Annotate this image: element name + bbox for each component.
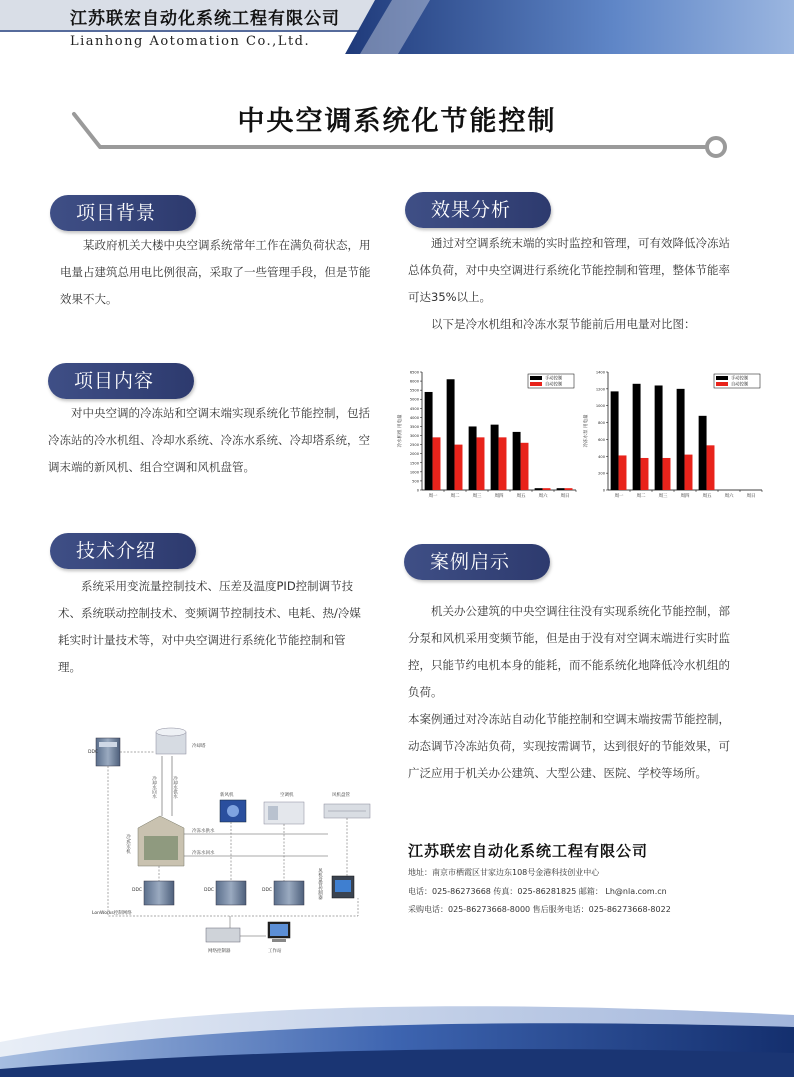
- hvac-system-diagram: [88, 716, 388, 961]
- ddc-label-1: DDC: [132, 888, 143, 893]
- fcu-icon: [324, 791, 370, 818]
- bar-manual: [699, 416, 707, 490]
- x-tick-label: 周一: [428, 494, 438, 499]
- y-tick-label: 5500: [409, 388, 419, 393]
- x-tick-label: 周日: [746, 494, 756, 499]
- bar-auto: [433, 437, 441, 490]
- content-paragraph: 对中央空调的冷冻站和空调末端实现系统化节能控制，包括冷冻站的冷水机组、冷却水系统、冷冻水系统、冷却塔系统，空调末端的新风机、组合空调和风机盘管。: [48, 406, 370, 474]
- chilled-return-label: 冷冻水回水: [192, 851, 215, 856]
- bar-manual: [469, 426, 477, 490]
- tech-text: [58, 573, 366, 681]
- x-tick-label: 周四: [680, 494, 690, 499]
- fcu-controller-label: 风机盘管控制器: [317, 868, 323, 900]
- bar-manual: [425, 392, 433, 490]
- bar-manual: [535, 488, 543, 490]
- legend-label: 手动控制: [545, 376, 563, 382]
- ddc-label-main: DDC: [88, 750, 99, 755]
- legend-swatch: [530, 382, 542, 386]
- bar-auto: [663, 458, 671, 490]
- case-text: [408, 598, 732, 787]
- bar-auto: [707, 445, 715, 490]
- cooling-supply-label: 冷却水供水: [172, 776, 178, 799]
- y-axis-label: 冷冻水泵 用电量: [584, 414, 589, 448]
- bar-auto: [455, 445, 463, 490]
- bar-auto: [521, 443, 529, 490]
- gateway-label: 网络控制器: [208, 949, 231, 954]
- background-paragraph: 某政府机关大楼中央空调系统常年工作在满负荷状态，用电量占建筑总用电比例很高，采取了一些管理手段，但是节能效果不大。: [60, 238, 371, 306]
- content-text: [48, 400, 370, 481]
- contact-address: 地址：南京市栖霞区甘家边东108号金港科技创业中心: [408, 868, 600, 877]
- bar-auto: [543, 488, 551, 490]
- bar-auto: [619, 455, 627, 490]
- contact-company: 江苏联宏自动化系统工程有限公司: [408, 842, 649, 860]
- fresh-air-unit-icon: [220, 791, 246, 822]
- y-tick-label: 4000: [409, 415, 419, 420]
- y-tick-label: 500: [412, 479, 419, 484]
- y-tick-label: 600: [598, 437, 605, 442]
- fcu-label: 风机盘管: [332, 793, 350, 798]
- ddc-cabinet-main: [88, 738, 120, 766]
- bar-auto: [685, 455, 693, 490]
- y-tick-label: 0: [602, 488, 605, 493]
- ahu-label: 空调机: [280, 793, 294, 798]
- ahu-icon: [264, 791, 304, 824]
- header-company-en: Lianhong Aotomation Co.,Ltd.: [70, 34, 311, 49]
- effect-paragraph-2: 以下是冷水机组和冷冻水泵节能前后用电量对比图：: [431, 317, 696, 331]
- header-company-cn: 江苏联宏自动化系统工程有限公司: [70, 9, 340, 29]
- bar-manual: [491, 425, 499, 490]
- y-tick-label: 200: [598, 471, 605, 476]
- case-paragraph-2: 本案例通过对冷冻站自动化节能控制和空调末端按需节能控制，动态调节冷冻站负荷，实现按需调节，达到很好的节能效果，可广泛应用于机关办公建筑、大型公建、医院、学校等场所。: [408, 712, 730, 780]
- y-tick-label: 2500: [409, 443, 419, 448]
- chilled-supply-label: 冷冻水供水: [192, 829, 215, 834]
- ddc-cabinet-3: [262, 881, 304, 905]
- y-tick-label: 1000: [409, 470, 419, 475]
- chiller-plant-icon: [126, 816, 185, 866]
- workstation-icon: [268, 922, 290, 954]
- gateway-icon: [206, 928, 240, 954]
- legend-label: 自动控制: [731, 382, 749, 388]
- y-tick-label: 400: [598, 454, 605, 459]
- x-tick-label: 周五: [516, 494, 526, 499]
- chart-pump-energy: [578, 362, 774, 510]
- tech-paragraph: 系统采用变流量控制技术、压差及温度PID控制调节技术、系统联动控制技术、变频调节控制技术、电耗、热/冷媒耗实时计量技术等，对中央空调进行系统化节能控制和管理。: [58, 579, 361, 674]
- bar-manual: [513, 432, 521, 490]
- y-tick-label: 1000: [595, 404, 605, 409]
- case-paragraph-1: 机关办公建筑的中央空调往往没有实现系统化节能控制，部分泵和风机采用变频节能，但是由于没有对空调末端进行实时监控，只能节约电机本身的能耗，而不能系统化地降低冷水机组的负荷。: [408, 604, 730, 699]
- legend-swatch: [716, 376, 728, 380]
- chart-chiller-energy: [392, 362, 588, 510]
- x-tick-label: 周二: [450, 494, 460, 499]
- effect-paragraph-1: 通过对空调系统末端的实时监控和管理，可有效降低冷冻站总体负荷，对中央空调进行系统化节能控制和管理，整体节能率可达35%以上。: [408, 236, 730, 304]
- x-tick-label: 周日: [560, 494, 570, 499]
- ddc-cabinet-1: [132, 881, 174, 905]
- bar-manual: [611, 391, 619, 490]
- workstation-label: 工作站: [268, 949, 282, 954]
- x-tick-label: 周三: [658, 494, 668, 499]
- section-heading-effect: 效果分析: [405, 192, 551, 228]
- y-tick-label: 1500: [409, 461, 419, 466]
- legend-swatch: [530, 376, 542, 380]
- ddc-cabinet-2: [204, 881, 246, 905]
- chiller-label: 冷/热水机: [125, 834, 131, 854]
- legend-label: 自动控制: [545, 382, 563, 388]
- ddc-label-3: DDC: [262, 888, 273, 893]
- fcu-controller-icon: [318, 867, 355, 901]
- x-tick-label: 周一: [614, 494, 624, 499]
- section-heading-content: 项目内容: [48, 363, 194, 399]
- effect-text: [408, 230, 730, 338]
- contact-service: 采购电话：025-86273668-8000 售后服务电话：025-86273668-8022: [408, 905, 671, 914]
- y-axis-label: 冷水机组 用电量: [398, 414, 403, 448]
- cooling-return-label: 冷却水回水: [151, 776, 157, 799]
- ddc-label-2: DDC: [204, 888, 215, 893]
- section-heading-background: 项目背景: [50, 195, 196, 231]
- page-title: 中央空调系统化节能控制: [237, 106, 557, 137]
- x-tick-label: 周四: [494, 494, 504, 499]
- y-tick-label: 0: [416, 488, 419, 493]
- network-label: LonWorks控制网络: [92, 911, 132, 916]
- bar-manual: [447, 379, 455, 490]
- bar-manual: [557, 488, 565, 490]
- y-tick-label: 3500: [409, 424, 419, 429]
- bar-manual: [633, 384, 641, 490]
- x-tick-label: 周二: [636, 494, 646, 499]
- x-tick-label: 周六: [724, 494, 734, 499]
- section-heading-tech: 技术介绍: [50, 533, 196, 569]
- x-tick-label: 周六: [538, 494, 548, 499]
- bar-auto: [477, 437, 485, 490]
- bar-auto: [641, 458, 649, 490]
- y-tick-label: 1200: [595, 387, 605, 392]
- y-tick-label: 2000: [409, 452, 419, 457]
- y-tick-label: 4500: [409, 406, 419, 411]
- footer-wave-banner: [0, 987, 794, 1077]
- bar-manual: [677, 389, 685, 490]
- bar-auto: [499, 437, 507, 490]
- y-tick-label: 5000: [409, 397, 419, 402]
- x-tick-label: 周三: [472, 494, 482, 499]
- y-tick-label: 6000: [409, 379, 419, 384]
- legend-label: 手动控制: [731, 376, 749, 382]
- background-text: [60, 232, 376, 313]
- legend-swatch: [716, 382, 728, 386]
- bar-auto: [565, 488, 573, 490]
- fresh-air-label: 新风机: [220, 793, 234, 798]
- bar-manual: [655, 385, 663, 490]
- contact-phone: 电话：025-86273668 传真：025-86281825 邮箱： Lh@nla.com.cn: [408, 887, 667, 896]
- y-tick-label: 6500: [409, 370, 419, 375]
- y-tick-label: 3000: [409, 434, 419, 439]
- cooling-tower-label: 冷却塔: [192, 744, 206, 749]
- section-heading-case: 案例启示: [404, 544, 550, 580]
- x-tick-label: 周五: [702, 494, 712, 499]
- y-tick-label: 1400: [595, 370, 605, 375]
- cooling-tower-icon: [156, 728, 206, 754]
- y-tick-label: 800: [598, 421, 605, 426]
